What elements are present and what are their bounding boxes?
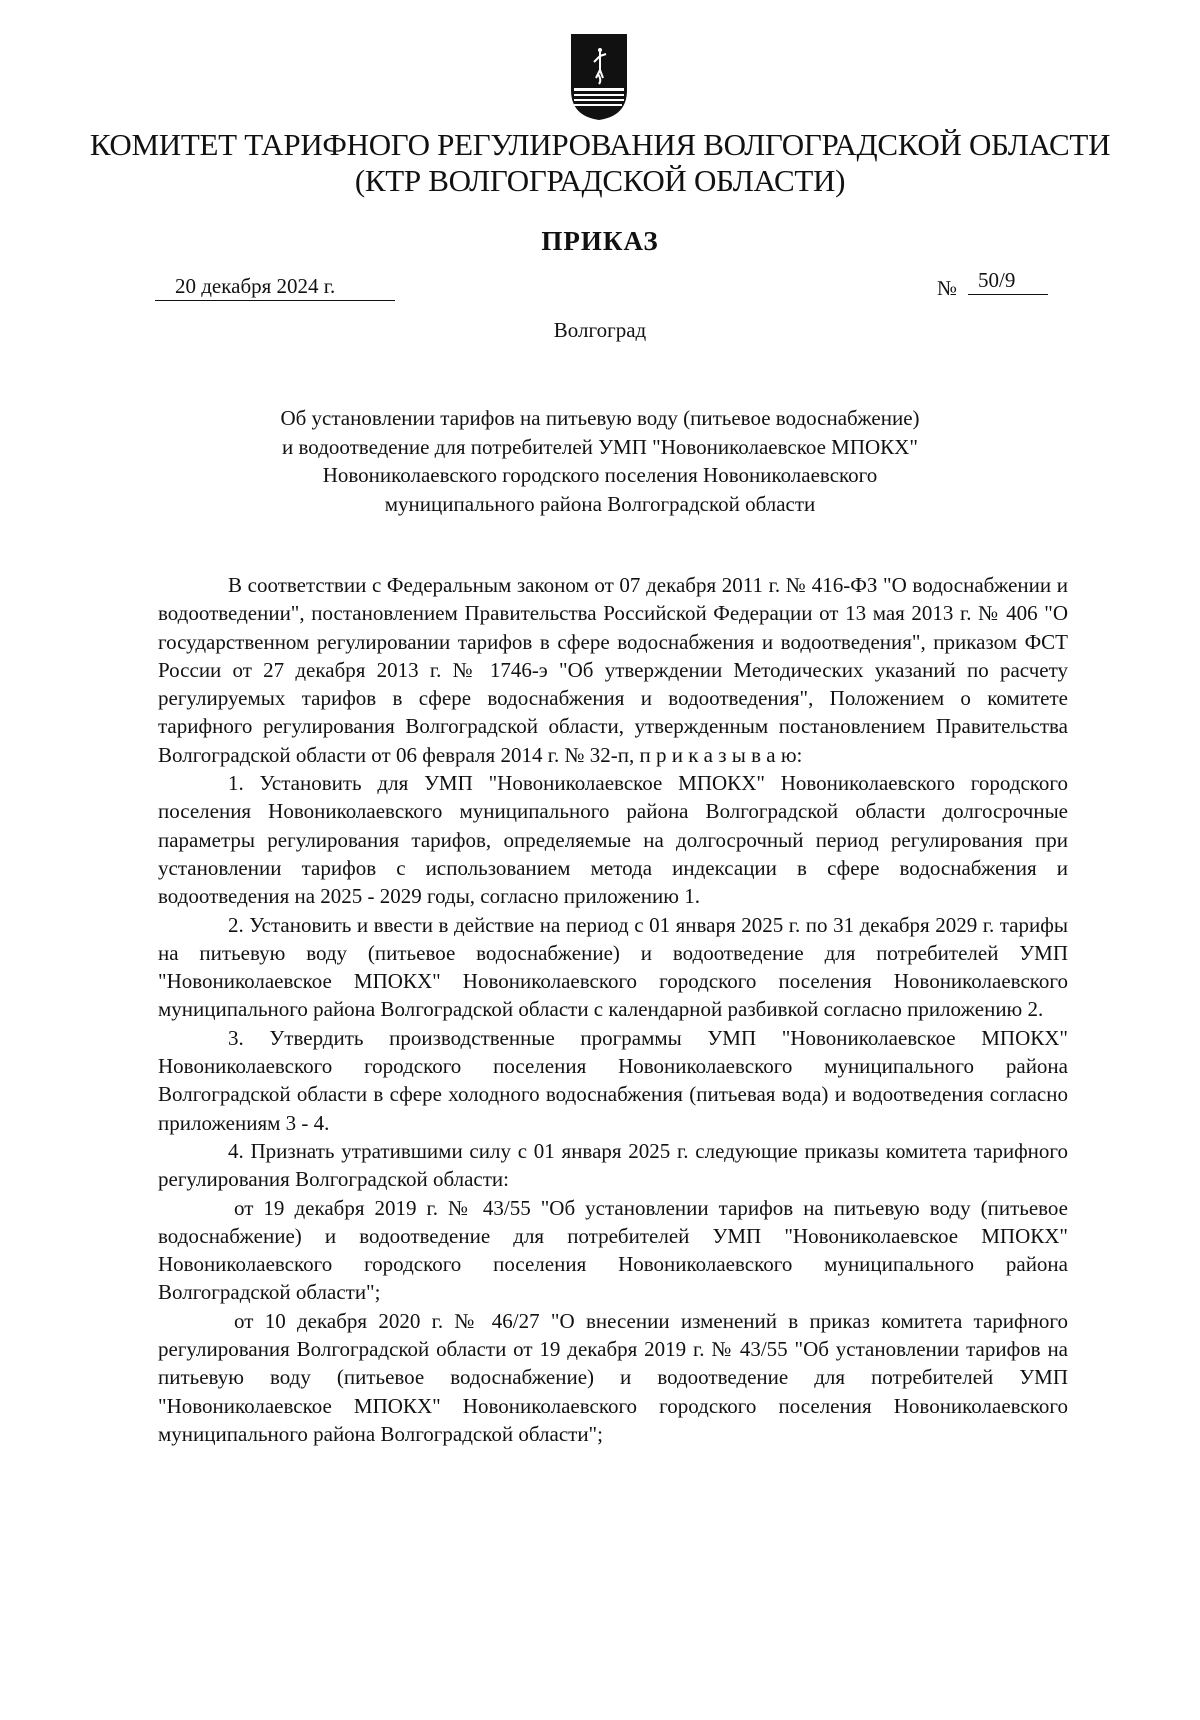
preamble-paragraph: В соответствии с Федеральным законом от 07 декабря 2011 г. № 416-ФЗ "О водоснабжении и водоотведении", постановлением Правительства Российской Федерации от 13 мая 2013 г. № 406 "О государственном регулировании тарифов в сфере водоснабжения и водоотведения", приказом ФСТ России от 27 декабря 2013 г. № 1746-э "Об утверждении Методических указаний по расчету регулируемых тарифов в сфере водоснабжения и водоотведения", Положением о комитете тарифного регулирования Волгоградской области, утвержденным постановлением Правительства Волгоградской области от 06 февраля 2014 г. № 32-п, п р и к а з ы в а ю:	[158, 573, 1068, 767]
subject-line: Новониколаевского городского поселения Новониколаевского	[322, 463, 878, 487]
org-name-line2: (КТР ВОЛГОГРАДСКОЙ ОБЛАСТИ)	[354, 163, 846, 198]
city: Волгоград	[553, 318, 647, 342]
item-4b-paragraph: от 10 декабря 2020 г. № 46/27 "О внесении изменений в приказ комитета тарифного регулирования Волгоградской области от 19 декабря 2019 г. № 43/55 "Об установлении тарифов на питьевую воду (питьевое водоснабжение) и водоотведение для потребителей УМП "Новониколаевское МПОКХ" Новониколаевского городского поселения Новониколаевского муниципального района Волгоградской области";	[158, 1308, 1068, 1446]
subject-line: муниципального района Волгоградской области	[384, 491, 816, 516]
item-4a-paragraph: от 19 декабря 2019 г. № 43/55 "Об установлении тарифов на питьевую воду (питьевое водоснабжение) и водоотведение для потребителей УМП "Новониколаевское МПОКХ" Новониколаевского городского поселения Новониколаевского муниципального района Волгоградской области";	[158, 1195, 1068, 1305]
org-name-line1: КОМИТЕТ ТАРИФНОГО РЕГУЛИРОВАНИЯ ВОЛГОГРАДСКОЙ ОБЛАСТИ	[89, 127, 1111, 162]
item-1-paragraph: 1. Установить для УМП "Новониколаевское МПОКХ" Новониколаевского городского поселения Новониколаевского муниципального района Волгоградской области долгосрочные параметры регулирования тарифов, определяемые на долгосрочный период регулирования при установлении тарифов с использованием метода индексации в сфере водоснабжения и водоотведения на 2025 - 2029 годы, согласно приложению 1.	[158, 771, 1068, 909]
order-subject	[0, 404, 1200, 518]
item-3-paragraph: 3. Утвердить производственные программы УМП "Новониколаевское МПОКХ" Новониколаевского городского поселения Новониколаевского муниципального района Волгоградской области в сфере холодного водоснабжения (питьевая вода) и водоотведения согласно приложениям 3 - 4.	[158, 1025, 1068, 1135]
order-number: 50/9	[968, 266, 1048, 295]
document-type: ПРИКАЗ	[541, 226, 659, 256]
subject-line: Об установлении тарифов на питьевую воду (питьевое водоснабжение)	[280, 406, 920, 430]
volgograd-emblem-icon	[569, 30, 629, 122]
item-2-paragraph: 2. Установить и ввести в действие на период с 01 января 2025 г. по 31 декабря 2029 г. тарифы на питьевую воду (питьевое водоснабжение) и водоотведение для потребителей УМП "Новониколаевское МПОКХ" Новониколаевского городского поселения Новониколаевского муниципального района Волгоградской области с календарной разбивкой согласно приложению 2.	[158, 912, 1068, 1022]
order-date: 20 декабря 2024 г.	[155, 272, 395, 301]
item-4-paragraph: 4. Признать утратившими силу с 01 января 2025 г. следующие приказы комитета тарифного регулирования Волгоградской области:	[158, 1138, 1068, 1192]
subject-line: и водоотведение для потребителей УМП "Новониколаевское МПОКХ"	[282, 434, 918, 459]
order-body	[158, 571, 1068, 1448]
order-number-label: №	[937, 276, 958, 300]
